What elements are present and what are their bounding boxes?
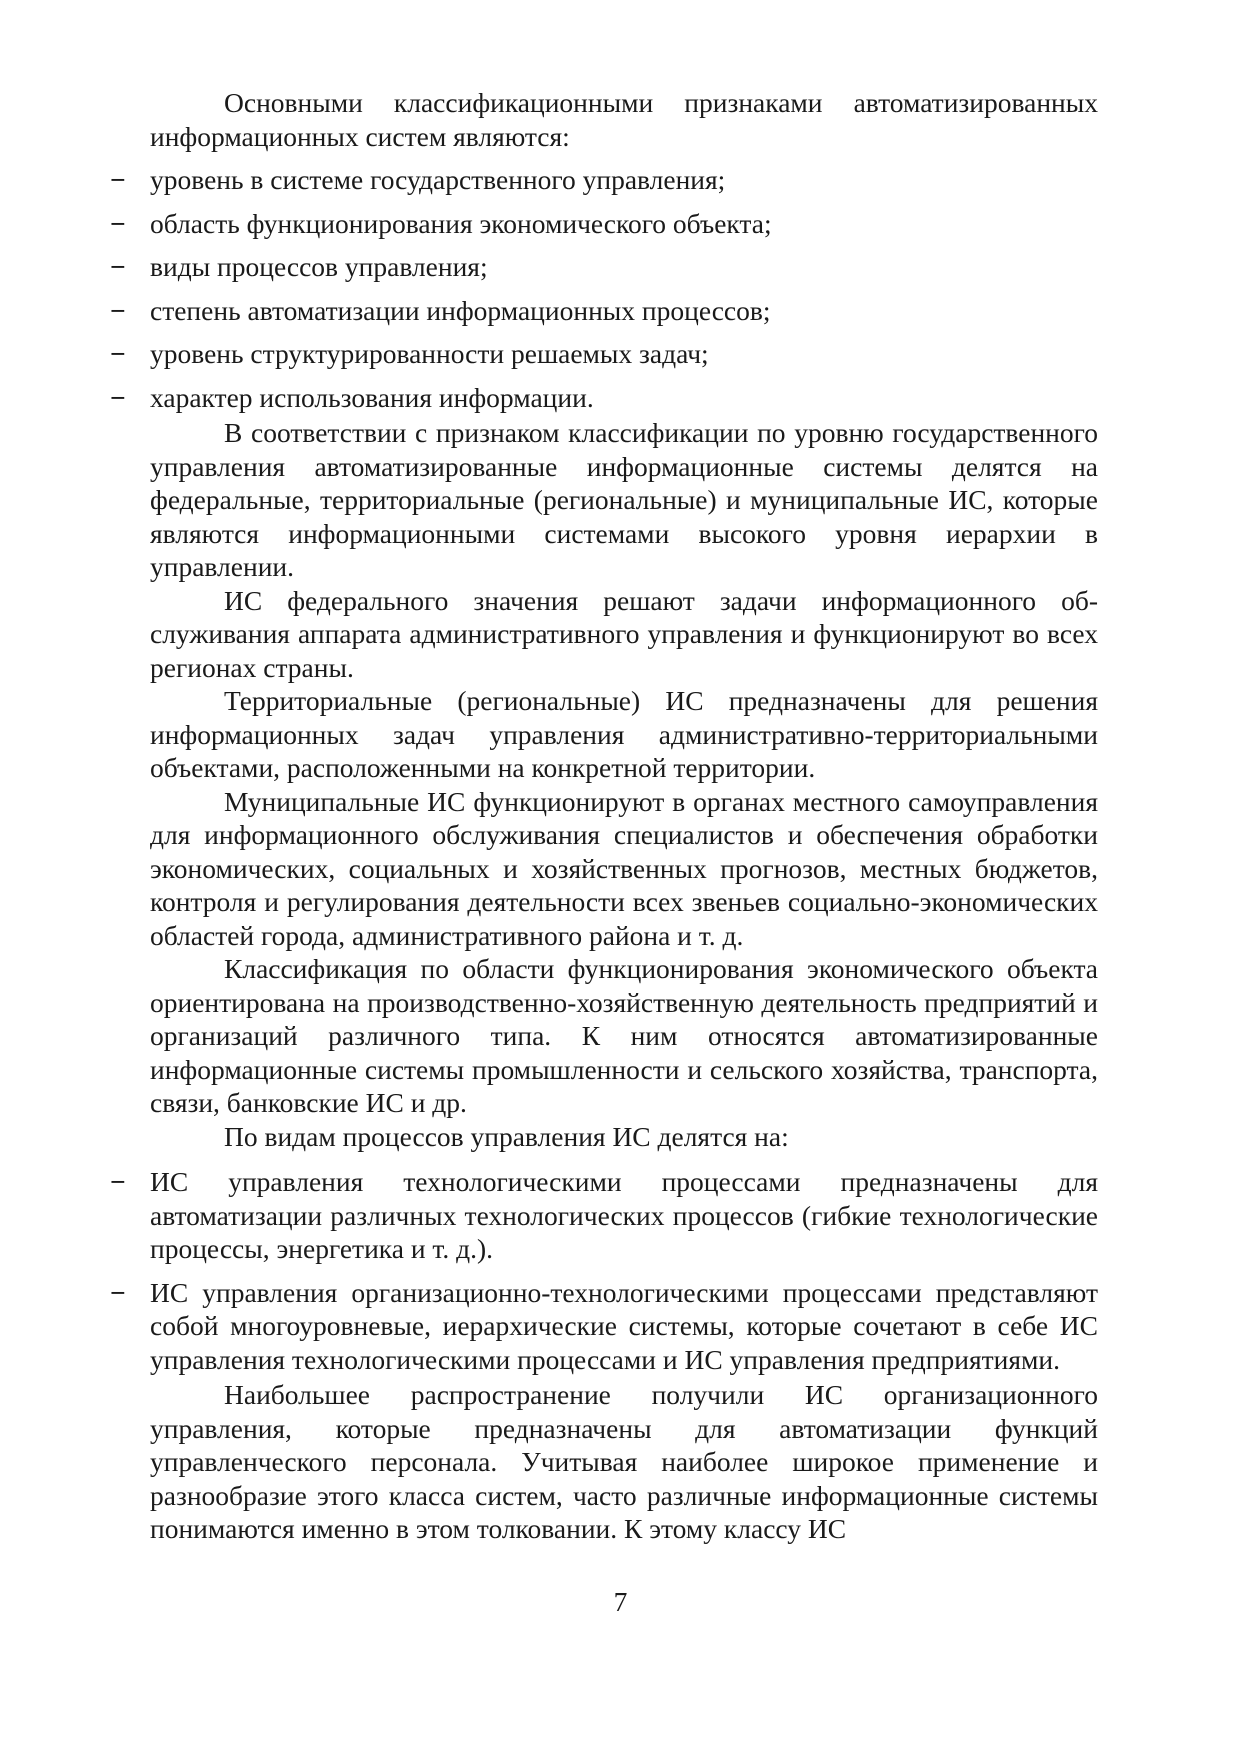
dash-bullet: − xyxy=(110,294,126,326)
list-item xyxy=(110,163,1098,197)
paragraph-process-types: По видам процессов управления ИС делятся на: xyxy=(224,1120,789,1152)
list-item xyxy=(110,381,1098,415)
list-item-text: уровень структурированности решаемых задач; xyxy=(150,338,709,369)
dash-bullet: − xyxy=(110,381,126,413)
dash-bullet: − xyxy=(110,207,126,239)
paragraph-federal: ИС федерального значения решают задачи информационного обслуживания аппарата административного управления и функционируют во всех регионах страны. xyxy=(150,584,1098,683)
dash-bullet: − xyxy=(110,164,126,195)
intro-paragraph: Основными классификационными признаками автоматизированных информационных систем являются: xyxy=(150,87,1098,152)
page-number: 7 xyxy=(613,1586,628,1617)
paragraph-municipal: Муниципальные ИС функционируют в органах местного самоуправления для информационного обслуживания специалистов и обеспечения обработки экономических, социальных и хозяйственных прогнозов, местных бюджетов, контроля и регулирования деятельности всех звеньев социально-экономических областей города, административного района и т. д. xyxy=(150,785,1098,951)
list-item xyxy=(110,294,1098,328)
page-body xyxy=(110,86,1098,1546)
paragraph-economic-object: Классификация по области функционирования экономического объекта ориентирована на производственно-хозяйственную деятельность предприятий и организаций различного типа. К ним относятся автоматизированные информационные системы промышленности и сельского хозяйства, транспорта, связи, банковские ИС и др. xyxy=(150,953,1098,1118)
process-types-list xyxy=(110,1165,1098,1376)
dash-bullet: − xyxy=(110,1166,126,1197)
paragraph-regional: Территориальные (региональные) ИС предназначены для решения информационных задач управления административно-территориальными объектами, расположенными на конкретной территории. xyxy=(150,685,1098,783)
list-item-text: виды процессов управления; xyxy=(150,251,488,282)
list-item-text: область функционирования экономического объекта; xyxy=(150,207,772,239)
list-item-text: характер использования информации. xyxy=(150,381,594,413)
paragraph-organizational: Наибольшее распространение получили ИС организационного управления, которые предназначены для автоматизации функций управленческого персонала. Учитывая наиболее широкое применение и разнообразие этого класса систем, часто различные информационные системы понимаются именно в этом толковании. К этому классу ИС xyxy=(150,1379,1098,1544)
dash-bullet: − xyxy=(110,251,126,282)
list-item xyxy=(110,1276,1098,1377)
classification-criteria-list xyxy=(110,163,1098,414)
list-item-text: уровень в системе государственного управления; xyxy=(150,164,726,195)
list-item xyxy=(110,337,1098,371)
dash-bullet: − xyxy=(110,338,126,369)
list-item xyxy=(110,207,1098,241)
list-item-text: ИС управления организационно-технологическими процессами представляют собой многоуровневые, иерархические системы, которые сочетают в себе ИС управления технологическими процессами и ИС управления предприятиями. xyxy=(150,1276,1098,1375)
list-item-text: ИС управления технологическими процессами предназначены для автоматизации различных технологических процессов (гибкие технологические процессы, энергетика и т. д.). xyxy=(150,1166,1098,1264)
list-item xyxy=(110,250,1098,284)
list-item-text: степень автоматизации информационных процессов; xyxy=(150,294,771,326)
dash-bullet: − xyxy=(110,1276,126,1308)
list-item xyxy=(110,1165,1098,1266)
paragraph-government-level: В соответствии с признаком классификации по уровню государственного управления автоматизированные информационные системы делятся на федеральные, территориальные (региональные) и муниципальные ИС, которые являются информационными системами высокого уровня иерархии в управлении. xyxy=(150,417,1098,582)
